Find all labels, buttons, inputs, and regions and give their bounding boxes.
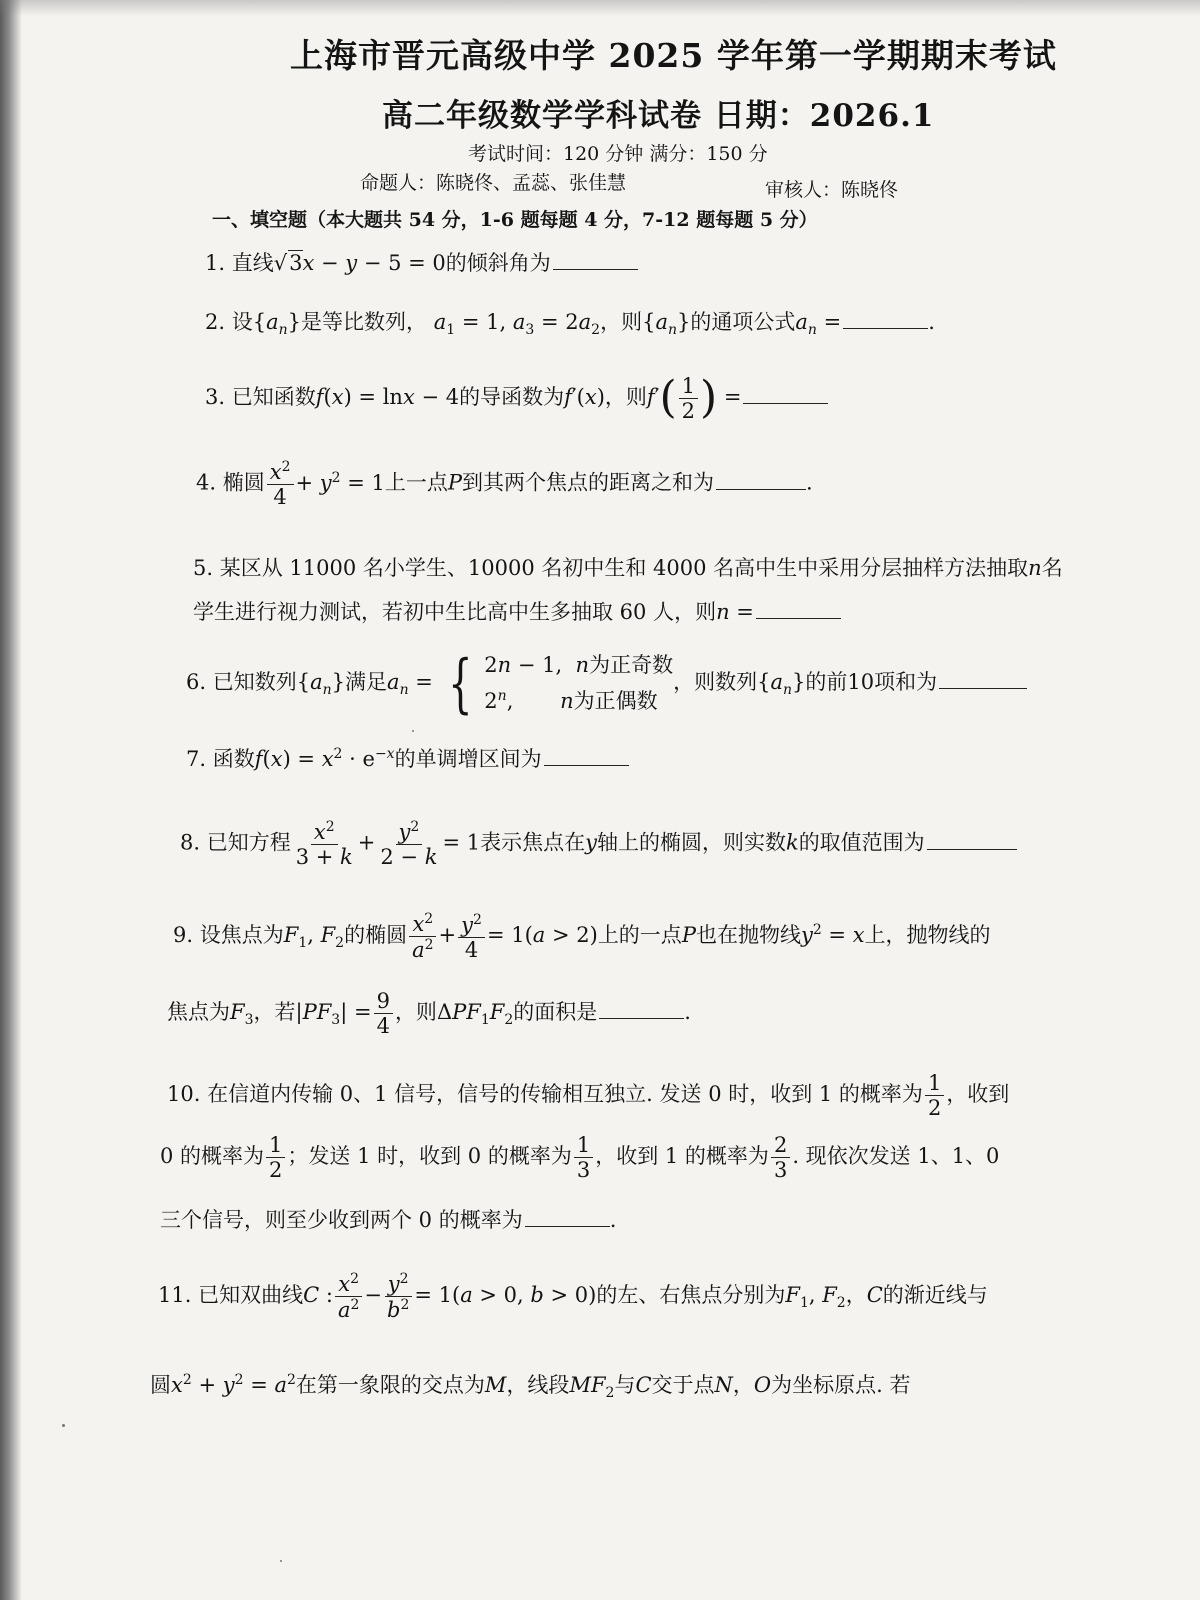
exam-title: 上海市晋元高级中学 2025 学年第一学期期末考试: [290, 36, 1057, 75]
q7-function: $f(x) = x^2 \cdot e^{-x}$: [254, 746, 395, 771]
q2-condition: $a_1 = 1$, $a_3 = 2a_2$: [433, 310, 601, 339]
question-5: 5. 某区从 11000 名小学生、10000 名初中生和 4000 名高中生中采用分层抽样方法抽取n名: [193, 556, 1063, 580]
exam-authors: 命题人：陈晓佟、孟蕊、张佳慧: [360, 172, 627, 194]
question-2: 2. 设$\{a_n\}$是等比数列， $a_1 = 1$, $a_3 = 2a_2$，则$\{a_n\}$的通项公式$a_n$ = .: [205, 310, 935, 339]
answer-blank[interactable]: [939, 687, 1027, 689]
exam-reviewer: 审核人：陈晓佟: [765, 179, 899, 201]
answer-blank[interactable]: [544, 764, 629, 766]
question-9-line2: 焦点为$F_3$，若$|PF_3|$ = $\frac{9}{4}$ ，则$\Delta PF_1F_2$的面积是 .: [167, 989, 691, 1039]
scan-speck: [412, 730, 414, 732]
answer-blank[interactable]: [927, 848, 1017, 850]
question-4: 4. 椭圆 $\frac{x^2}{4}$ + $y^2 = 1$上一点P到其两个焦点的距离之和为 .: [196, 459, 813, 510]
question-1: 1. 直线√3x − y − 5 = 0的倾斜角为: [205, 250, 638, 276]
question-10-line2: 0 的概率为 $\frac{1}{2}$ ；发送 1 时，收到 0 的概率为 $\frac{1}{3}$ ，收到 1 的概率为 $\frac{2}{3}$ . 现依次发送 1、1、0: [160, 1133, 1000, 1183]
answer-blank[interactable]: [599, 1017, 684, 1019]
question-10-line3: 三个信号，则至少收到两个 0 的概率为 .: [160, 1208, 617, 1232]
question-10: 10. 在信道内传输 0、1 信号，信号的传输相互独立. 发送 0 时，收到 1 的概率为 $\frac{1}{2}$ ，收到: [167, 1071, 1010, 1121]
answer-blank[interactable]: [843, 327, 928, 329]
question-11-line2: 圆$x^2 + y^2 = a^2$在第一象限的交点为M，线段$MF_2$与C交于点N，O为坐标原点. 若: [150, 1372, 911, 1402]
answer-blank[interactable]: [525, 1225, 610, 1227]
answer-blank[interactable]: [743, 402, 828, 404]
exam-time-score: 考试时间：120 分钟 满分：150 分: [468, 143, 768, 165]
q1-equation: √3x − y − 5 = 0: [273, 251, 446, 275]
piecewise-definition: { 2n − 1, n为正奇数 2$^n$, n为正偶数: [447, 646, 674, 721]
question-8: 8. 已知方程 $\frac{x^2}{3 + k}$ + $\frac{y^2}{2 - k}$ = 1表示焦点在y轴上的椭圆，则实数k的取值范围为: [180, 820, 1017, 868]
section-heading-fill-in: 一、填空题（本大题共 54 分，1-6 题每题 4 分，7-12 题每题 5 分）: [212, 209, 818, 231]
answer-blank[interactable]: [716, 488, 806, 490]
question-3: 3. 已知函数f(x) = lnx − 4的导函数为f′(x)，则f′( $\frac{1}{2}$ ) =: [205, 372, 828, 425]
question-7: 7. 函数$f(x) = x^2 \cdot e^{-x}$的单调增区间为: [186, 746, 629, 772]
question-11: 11. 已知双曲线C : $\frac{x^2}{a^2}$ − $\frac{y^2}{b^2}$ = 1(a > 0, b > 0)的左、右焦点分别为$F_1$, $F_2$，C的渐近线与: [158, 1271, 988, 1323]
answer-blank[interactable]: [756, 617, 841, 619]
scan-speck: [280, 1560, 282, 1562]
q3-function: f(x) = lnx − 4: [315, 384, 460, 409]
question-6: 6. 已知数列$\{a_n\}$满足$a_n$ = { 2n − 1, n为正奇数 2$^n$, n为正偶数 ，则数列$\{a_n\}$的前10项和为: [186, 648, 1027, 719]
question-5-line2: 学生进行视力测试，若初中生比高中生多抽取 60 人，则n =: [193, 600, 841, 625]
exam-subtitle: 高二年级数学学科试卷 日期：2026.1: [382, 98, 935, 134]
answer-blank[interactable]: [553, 268, 638, 270]
scan-speck: [62, 1424, 65, 1427]
question-9: 9. 设焦点为$F_1$, $F_2$的椭圆 $\frac{x^2}{a^2}$ + $\frac{y^2}{4}$ = 1(a > 2)上的一点P也在抛物线$y^2 = x$上，抛物线的: [173, 911, 991, 963]
